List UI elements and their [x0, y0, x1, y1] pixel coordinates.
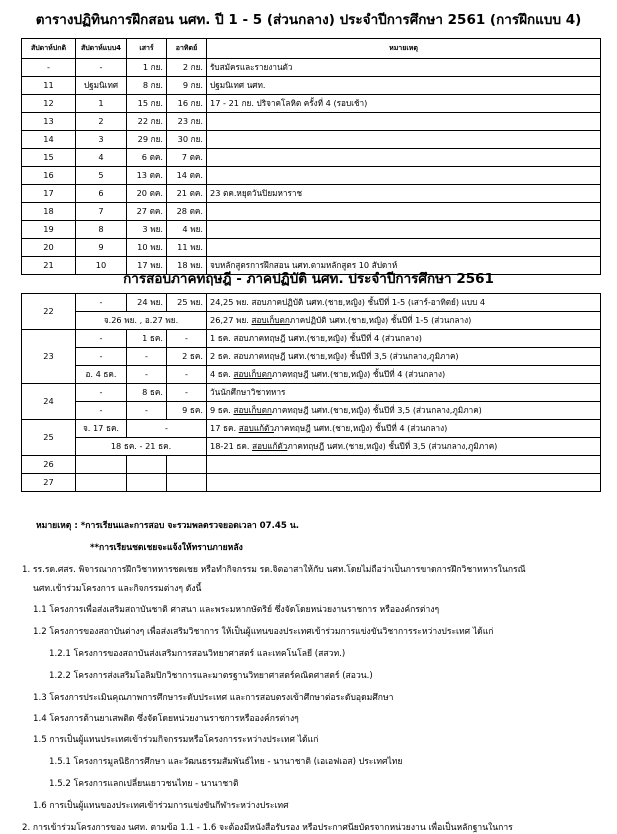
cell-sat: 13 ตค. — [127, 167, 167, 185]
cell-sat: 10 พย. — [127, 239, 167, 257]
cell-note: 24,25 พย. สอบภาคปฏิบัติ นศท.(ชาย,หญิง) ชั้นปีที่ 1-5 (เสาร์-อาทิตย์) แบบ 4 — [207, 294, 601, 312]
cell-week4: 5 — [76, 167, 127, 185]
cell-note: ปฐมนิเทศ นศท. — [207, 77, 601, 95]
cell-sun: 7 ตค. — [167, 149, 207, 167]
cell-week: 17 — [22, 185, 76, 203]
cell-week4: 6 — [76, 185, 127, 203]
note-text: 17 ธค. — [210, 423, 239, 434]
note-underlined: สอบแก้ตัว — [252, 441, 288, 452]
note-underlined: สอบเก็บตก — [233, 369, 272, 380]
table-row — [22, 330, 601, 348]
cell-sun: 16 กย. — [167, 95, 207, 113]
note-item-2: 2. การเข้าร่วมโครงการของ นศท. ตามข้อ 1.1 - 1.6 จะต้องมีหนังสือรับรอง หรือประกาศนียบัตรจากหน่วยงาน เพื่อเป็นหลักฐานในการ — [22, 823, 513, 833]
cell-note — [207, 131, 601, 149]
cell-week: 25 — [22, 420, 76, 456]
table-row — [22, 185, 601, 203]
cell-sun: - — [167, 366, 207, 384]
header-saturday: เสาร์ — [127, 39, 167, 59]
cell-week: 14 — [22, 131, 76, 149]
note-text: 4 ธค. — [210, 369, 234, 380]
cell-sun: - — [167, 330, 207, 348]
note-text: 26,27 พย. — [210, 315, 252, 326]
cell-note — [207, 402, 601, 420]
cell-sun: - — [167, 384, 207, 402]
cell-note: 1 ธค. สอบภาคทฤษฎี นศท.(ชาย,หญิง) ชั้นปีที่ 4 (ส่วนกลาง) — [207, 330, 601, 348]
table-row — [22, 149, 601, 167]
table-row — [22, 77, 601, 95]
cell-sun: 23 กย. — [167, 113, 207, 131]
table-row — [22, 420, 601, 438]
table-row — [22, 167, 601, 185]
cell-note: 17 - 21 กย. ปริจาคโลหิต ครั้งที่ 4 (รอบเช้า) — [207, 95, 601, 113]
cell-sun: 14 ตค. — [167, 167, 207, 185]
table-row — [22, 221, 601, 239]
cell-note: จบหลักสูตรการฝึกสอน นศท.ตามหลักสูตร 10 สัปดาห์ — [207, 257, 601, 275]
cell-note — [207, 366, 601, 384]
remark-line-2: **การเรียนชดเชยจะแจ้งให้ทราบภายหลัง — [90, 543, 243, 553]
cell-sat: - — [127, 366, 167, 384]
table-row — [22, 384, 601, 402]
cell-sat: 29 กย. — [127, 131, 167, 149]
cell-week4: 10 — [76, 257, 127, 275]
table-row — [22, 438, 601, 456]
table-header-row — [22, 39, 601, 59]
cell-sun: 25 พย. — [167, 294, 207, 312]
exam-schedule-table — [21, 293, 601, 492]
cell-sun: 28 ตค. — [167, 203, 207, 221]
note-item-1-5-2: 1.5.2 โครงการแลกเปลี่ยนเยาวชนไทย - นานาชาติ — [49, 779, 239, 789]
cell-week4: - — [76, 384, 127, 402]
cell-week4: - — [76, 294, 127, 312]
cell-note — [207, 312, 601, 330]
cell-sat: 6 ตค. — [127, 149, 167, 167]
note-text: ภาคปฏิบัติ นศท.(ชาย,หญิง) ชั้นปีที่ 1-5 (ส่วนกลาง) — [289, 315, 472, 326]
cell-sat: 3 พย. — [127, 221, 167, 239]
cell-empty — [207, 474, 601, 492]
cell-dates: จ.26 พย. , อ.27 พย. — [76, 312, 207, 330]
cell-week: 24 — [22, 384, 76, 420]
cell-sun: 11 พย. — [167, 239, 207, 257]
cell-sat: 15 กย. — [127, 95, 167, 113]
exam-title: การสอบภาคทฤษฎี - ภาคปฏิบัติ นศท. ประจำปีการศึกษา 2561 — [123, 271, 494, 287]
cell-sat: 8 กย. — [127, 77, 167, 95]
note-item-1-1: 1.1 โครงการเพื่อส่งเสริมสถาบันชาติ ศาสนา และพระมหากษัตริย์ ซึ่งจัดโดยหน่วยงานราชการ หรือองค์กรต่างๆ — [33, 605, 440, 615]
cell-week: 27 — [22, 474, 76, 492]
note-item-1-2-1: 1.2.1 โครงการของสถาบันส่งเสริมการสอนวิทยาศาสตร์ และเทคโนโลยี (สสวท.) — [49, 649, 346, 659]
note-text: ภาคทฤษฎี นศท.(ชาย,หญิง) ชั้นปีที่ 3,5 (ส่วนกลาง,ภูมิภาค) — [287, 441, 498, 452]
cell-empty — [76, 456, 127, 474]
cell-note — [207, 239, 601, 257]
cell-sat: 22 กย. — [127, 113, 167, 131]
cell-sat: 20 ตค. — [127, 185, 167, 203]
cell-week: 13 — [22, 113, 76, 131]
cell-week4: 2 — [76, 113, 127, 131]
cell-satsun: - — [127, 420, 207, 438]
header-week-type4: สัปดาห์แบบ4 — [76, 39, 127, 59]
cell-empty — [167, 474, 207, 492]
cell-week4: อ. 4 ธค. — [76, 366, 127, 384]
cell-week4: 7 — [76, 203, 127, 221]
cell-note — [207, 149, 601, 167]
table-row — [22, 402, 601, 420]
cell-note: วันนักศึกษาวิชาทหาร — [207, 384, 601, 402]
table-row — [22, 348, 601, 366]
cell-week4: - — [76, 402, 127, 420]
cell-week4: 8 — [76, 221, 127, 239]
cell-note: 23 ตค.หยุดวันปิยมหาราช — [207, 185, 601, 203]
cell-sat: 1 กย. — [127, 59, 167, 77]
cell-note — [207, 420, 601, 438]
table-row — [22, 113, 601, 131]
cell-week: 26 — [22, 456, 76, 474]
cell-week: 18 — [22, 203, 76, 221]
cell-week: 20 — [22, 239, 76, 257]
cell-note — [207, 203, 601, 221]
cell-week4: - — [76, 348, 127, 366]
table-row — [22, 59, 601, 77]
note-underlined: สอบเก็บตก — [251, 315, 290, 326]
cell-sun: 9 กย. — [167, 77, 207, 95]
header-sunday: อาทิตย์ — [167, 39, 207, 59]
cell-sun: 4 พย. — [167, 221, 207, 239]
note-item-1-5-1: 1.5.1 โครงการมูลนิธิการศึกษา และวัฒนธรรมสัมพันธ์ไทย - นานาชาติ (เอเอฟเอส) ประเทศไทย — [49, 757, 403, 767]
table-row — [22, 203, 601, 221]
cell-week: 19 — [22, 221, 76, 239]
header-normal-week: สัปดาห์ปกติ — [22, 39, 76, 59]
note-item-1-5: 1.5 การเป็นผู้แทนประเทศเข้าร่วมกิจกรรมหรือโครงการระหว่างประเทศ ได้แก่ — [33, 735, 319, 745]
cell-sat: 8 ธค. — [127, 384, 167, 402]
cell-note — [207, 438, 601, 456]
table-row — [22, 312, 601, 330]
cell-sat: - — [127, 348, 167, 366]
cell-week4: 9 — [76, 239, 127, 257]
note-item-1-cont: นศท.เข้าร่วมโครงการ และกิจกรรมต่างๆ ดังนี้ — [33, 584, 202, 594]
cell-week4: - — [76, 330, 127, 348]
note-text: 9 ธค. — [210, 405, 234, 416]
cell-week4: - — [76, 59, 127, 77]
cell-note — [207, 113, 601, 131]
note-item-1-6: 1.6 การเป็นผู้แทนของประเทศเข้าร่วมการแข่งขันกีฬาระหว่างประเทศ — [33, 801, 289, 811]
header-remark: หมายเหตุ — [207, 39, 601, 59]
cell-week4: 1 — [76, 95, 127, 113]
cell-sun: 18 พย. — [167, 257, 207, 275]
note-item-1: 1. รร.รด.ศสร. พิจารณาการฝึกวิชาทหารชดเชย หรือทำกิจกรรม รด.จิตอาสาให้กับ นศท.โดยไม่ถือว่าเป็นการขาดการฝึกวิชาทหารในกรณี — [22, 565, 526, 575]
cell-empty — [127, 474, 167, 492]
remark-line-1: หมายเหตุ : *การเรียนและการสอบ จะรวมพลตรวจยอดเวลา 07.45 น. — [36, 521, 299, 531]
cell-empty — [76, 474, 127, 492]
cell-empty — [207, 456, 601, 474]
cell-sun: 21 ตค. — [167, 185, 207, 203]
cell-note: 2 ธค. สอบภาคทฤษฎี นศท.(ชาย,หญิง) ชั้นปีที่ 3,5 (ส่วนกลาง,ภูมิภาค) — [207, 348, 601, 366]
cell-sat: 27 ตค. — [127, 203, 167, 221]
cell-note — [207, 167, 601, 185]
table-row — [22, 456, 601, 474]
note-underlined: สอบเก็บตก — [233, 405, 272, 416]
cell-week: 23 — [22, 330, 76, 384]
note-underlined: สอบแก้ตัว — [238, 423, 274, 434]
table-row — [22, 95, 601, 113]
cell-week4: ปฐมนิเทศ — [76, 77, 127, 95]
note-item-1-4: 1.4 โครงการต้านยาเสพติด ซึ่งจัดโดยหน่วยงานราชการหรือองค์กรต่างๆ — [33, 714, 299, 724]
note-item-1-2: 1.2 โครงการของสถาบันต่างๆ เพื่อส่งเสริมวิชาการ ให้เป็นผู้แทนของประเทศเข้าร่วมการแข่งขันวิชาการระหว่างประเทศ ได้แก่ — [33, 627, 494, 637]
table-row — [22, 294, 601, 312]
cell-week: 15 — [22, 149, 76, 167]
table-row — [22, 131, 601, 149]
cell-empty — [167, 456, 207, 474]
note-text: ภาคทฤษฎี นศท.(ชาย,หญิง) ชั้นปีที่ 3,5 (ส่วนกลาง,ภูมิภาค) — [271, 405, 482, 416]
cell-sat: - — [127, 402, 167, 420]
cell-note — [207, 221, 601, 239]
cell-week: 12 — [22, 95, 76, 113]
cell-sat: 17 พย. — [127, 257, 167, 275]
note-text: ภาคทฤษฎี นศท.(ชาย,หญิง) ชั้นปีที่ 4 (ส่วนกลาง) — [273, 423, 448, 434]
note-text: ภาคทฤษฎี นศท.(ชาย,หญิง) ชั้นปีที่ 4 (ส่วนกลาง) — [271, 369, 446, 380]
cell-note: รับสมัครและรายงานตัว — [207, 59, 601, 77]
note-item-1-3: 1.3 โครงการประเมินคุณภาพการศึกษาระดับประเทศ และการสอบตรงเข้าศึกษาต่อระดับอุดมศึกษา — [33, 693, 394, 703]
table-row — [22, 474, 601, 492]
cell-week: 21 — [22, 257, 76, 275]
cell-week: - — [22, 59, 76, 77]
cell-week4: 4 — [76, 149, 127, 167]
cell-week4: จ. 17 ธค. — [76, 420, 127, 438]
cell-week: 11 — [22, 77, 76, 95]
cell-sat: 1 ธค. — [127, 330, 167, 348]
cell-dates: 18 ธค. - 21 ธค. — [76, 438, 207, 456]
cell-sun: 9 ธค. — [167, 402, 207, 420]
cell-sat: 24 พย. — [127, 294, 167, 312]
cell-empty — [127, 456, 167, 474]
cell-sun: 30 กย. — [167, 131, 207, 149]
note-text: 18-21 ธค. — [210, 441, 253, 452]
cell-week4: 3 — [76, 131, 127, 149]
schedule-title: ตารางปฏิทินการฝึกสอน นศท. ปี 1 - 5 (ส่วนกลาง) ประจำปีการศึกษา 2561 (การฝึกแบบ 4) — [35, 12, 582, 28]
table-row — [22, 239, 601, 257]
cell-week: 16 — [22, 167, 76, 185]
training-schedule-table — [21, 38, 601, 275]
table-row — [22, 366, 601, 384]
cell-sun: 2 กย. — [167, 59, 207, 77]
cell-week: 22 — [22, 294, 76, 330]
note-item-1-2-2: 1.2.2 โครงการส่งเสริมโอลิมปิกวิชาการและมาตรฐานวิทยาศาสตร์คณิตศาสตร์ (สอวน.) — [49, 671, 373, 681]
cell-sun: 2 ธค. — [167, 348, 207, 366]
